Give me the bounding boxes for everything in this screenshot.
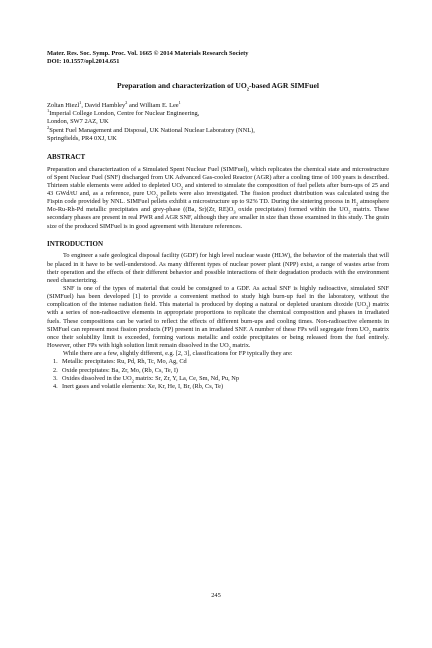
- abstract-text: Preparation and characterization of a Simulated Spent Nuclear Fuel (SIMFuel), which replicates the chemical state and microstructure of Spent Nuclear Fuel (SNF) discharged from UK Advanced Gas-cooled Reactor (AGR) after a cooling time of 100 years is described. Thirteen stable elements were added to depleted $UO_2$ and sintered to simulate the composition of fuel pellets after burn-ups of 25 and 43 GWd/tU and, as a reference, pure $UO_2$ pellets were also investigated. The fission product distribution was calculated using the Fispin code provided by NNL. SIMFuel pellets exhibit a microstructure up to 92% TD. During the sintering process in $H_2$ atmosphere Mo-Ru-Rh-Pd metallic precipitates and grey-phase ((Ba, Sr)(Zr, $RE)O_3$ oxide precipitates) formed within the $UO_2$ matrix. These secondary phases are present in real PWR and AGR SNF, although they are smaller in size than those examined in this study. The grain size of the produced SIMFuel is in good agreement with literature references.: [47, 165, 389, 230]
- list-item: 1. Metallic precipitates: Ru, Pd, Rh, Tc, Mo, Ag, Cd: [53, 358, 187, 366]
- abstract-heading: ABSTRACT: [47, 152, 86, 161]
- page-number: 245: [211, 592, 221, 599]
- paper-page: [47, 50, 389, 391]
- affiliation-1: $^1$Imperial College London, Centre for Nuclear Engineering,: [47, 107, 200, 118]
- intro-paragraph-1: To engineer a safe geological disposal facility (GDF) for high level nuclear waste (HLW), the behavior of the materials that will be placed in it have to be well-understood. As many different types of nuclear power plant (NPP) exist, a range of wastes arise from their operation and the effects of their different behavior and possible interactions of their degradation products with the environment need characterizing.: [47, 252, 389, 284]
- list-item: 3. Oxides dissolved in the $UO_2$ matrix: Sr, Zr, Y, La, Ce, Sm, Nd, Pu, Np: [53, 374, 239, 383]
- doi: DOI: 10.1557/opl.2014.651: [47, 58, 120, 66]
- introduction-heading: INTRODUCTION: [47, 239, 104, 248]
- affiliation-1-address: London, SW7 2AZ, UK: [47, 118, 109, 126]
- affiliation-2: $^2$Spent Fuel Management and Disposal, UK National Nuclear Laboratory (NNL),: [47, 124, 255, 134]
- list-item: 2. Oxide precipitates: Ba, Zr, Mo, (Rb, Cs, Te, I): [53, 366, 179, 374]
- author-list: Zoltan Hiezl$^1$, David Hambley$^2$ and William E. Lee$^1$: [47, 99, 181, 109]
- affiliation-2-address: Springfields, PR4 0XJ, UK: [47, 134, 117, 142]
- journal-citation: Mater. Res. Soc. Symp. Proc. Vol. 1665 © 2014 Materials Research Society: [47, 50, 249, 57]
- intro-paragraph-3: While there are a few, slightly different, e.g. [2, 3], classifications for FP typically they are:: [63, 350, 293, 358]
- fission-product-list: [47, 358, 389, 391]
- intro-paragraph-2: SNF is one of the types of material that could be consigned to a GDF. As actual SNF is highly radioactive, simulated SNF (SIMFuel) has been developed [1] to provide a convenient method to study high burn-up fuel in the laboratory, without the complication of the intense radiation field. This material is produced by doping a natural or depleted uranium dioxide $(UO_2)$ matrix with a series of non-radioactive elements in appropriate proportions to replicate the chemical composition and phases in irradiated fuels. These compositions can be varied to reflect the effects of different burn-ups and cooling times. Non-radioactive elements in SIMFuel can represent most fission products (FP) present in an irradiated SNF. A number of these FPs will segregate from $UO_2$ matrix once their solubility limit is exceeded, forming various metallic and oxide precipitates or being released from the fuel entirely. However, other FPs with high solution limit remain dissolved in the $UO_2$ matrix.: [47, 284, 390, 351]
- paper-title: Preparation and characterization of $UO_2$-based AGR SIMFuel: [116, 81, 320, 92]
- list-item: 4. Inert gases and volatile elements: Xe, Kr, He, I, Br, (Rb, Cs, Te): [53, 382, 224, 390]
